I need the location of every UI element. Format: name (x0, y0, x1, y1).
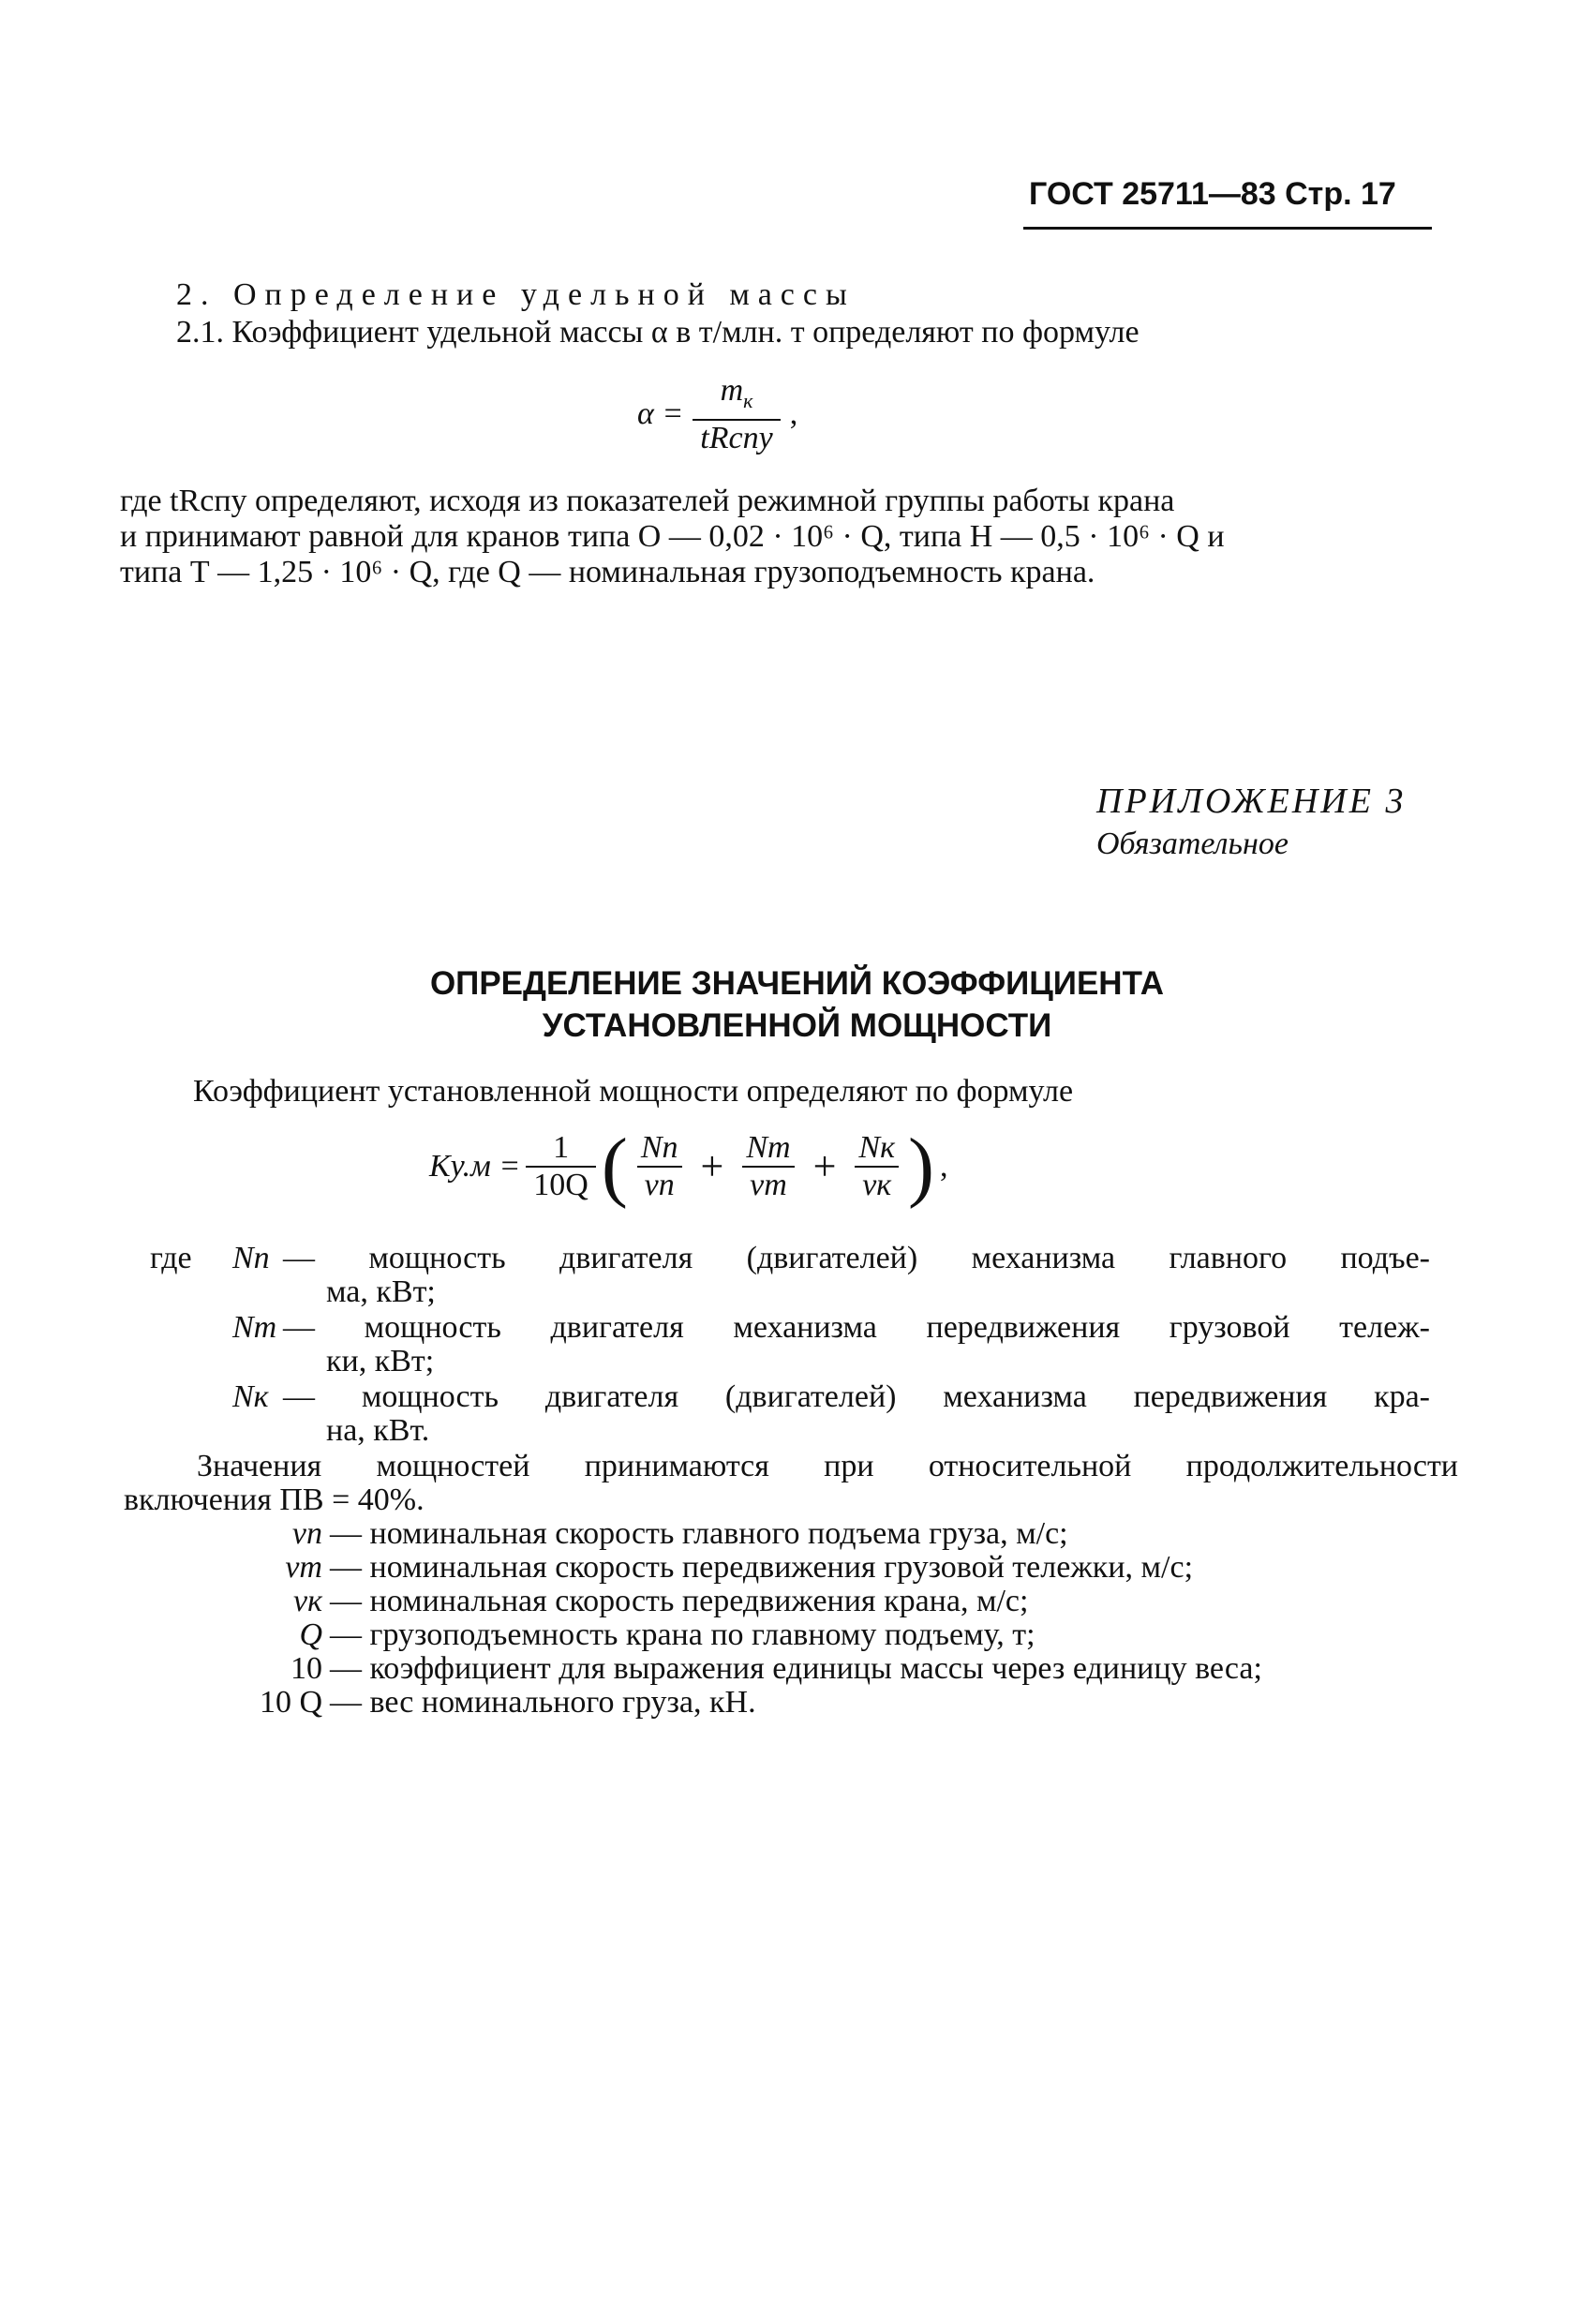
def-text-nt-line1: — мощность двигателя механизма передвижения грузовой тележ- (283, 1310, 1430, 1345)
note-line-1: Значения мощностей принимаются при относительной продолжительности (197, 1449, 1458, 1483)
def-where: где (150, 1241, 192, 1275)
formula-k (429, 1123, 948, 1210)
page-header: ГОСТ 25711—83 Стр. 17 (1029, 176, 1396, 212)
def-text-np-line1: — мощность двигателя (двигателей) механизма главного подъе- (283, 1241, 1430, 1275)
formula-k-fraction-4 (851, 1132, 902, 1201)
formula-alpha-trail: , (789, 396, 798, 432)
def-text-q: — грузоподъемность крана по главному подъему, т; (330, 1617, 1035, 1652)
def-sym-10: 10 (290, 1651, 322, 1686)
def-sym-nk: Nк (232, 1379, 269, 1414)
formula-k-lhs: Kу.м = (429, 1149, 521, 1184)
def-text-nk-line1: — мощность двигателя (двигателей) механизма передвижения кра- (283, 1379, 1430, 1414)
def-sym-10q: 10 Q (259, 1685, 322, 1720)
def-sym-vt: vт (285, 1550, 322, 1585)
formula-k-f1-den: 10Q (526, 1166, 596, 1201)
note-line-2: включения ПВ = 40%. (124, 1482, 425, 1517)
appendix-intro: Коэффициент установленной мощности определяют по формуле (193, 1074, 1074, 1109)
def-text-vk: — номинальная скорость передвижения крана, м/с; (330, 1584, 1029, 1618)
def-text-vp: — номинальная скорость главного подъема груза, м/с; (330, 1516, 1068, 1551)
def-text-np-line2: ма, кВт; (326, 1274, 436, 1309)
def-sym-vk: vк (293, 1584, 322, 1618)
formula-k-f1-num: 1 (553, 1130, 570, 1165)
appendix-status: Обязательное (1096, 827, 1289, 861)
formula-k-f3-num: Nт (746, 1130, 791, 1165)
formula-k-f2-den: vп (637, 1166, 682, 1201)
formula-k-lparen: ( (601, 1123, 628, 1210)
formula-k-fraction-2 (633, 1132, 686, 1201)
def-sym-vp: vп (291, 1516, 322, 1551)
appendix-title-line-1: ОПРЕДЕЛЕНИЕ ЗНАЧЕНИЙ КОЭФФИЦИЕНТА (429, 965, 1165, 1002)
where-line-1: где tRспу определяют, исходя из показателей режимной группы работы крана (120, 484, 1175, 518)
formula-k-plus-1: + (700, 1143, 724, 1189)
where-line-2: и принимают равной для кранов типа О — 0,02 · 10⁶ · Q, типа Н — 0,5 · 10⁶ · Q и (120, 519, 1225, 554)
formula-k-plus-2: + (812, 1143, 837, 1189)
def-text-10q: — вес номинального груза, кН. (330, 1685, 756, 1720)
formula-alpha (637, 375, 797, 454)
formula-k-fraction-3 (738, 1132, 797, 1201)
appendix-label: ПРИЛОЖЕНИЕ 3 (1096, 782, 1407, 821)
formula-k-f4-den: vк (855, 1166, 899, 1201)
header-rule (1023, 227, 1432, 230)
formula-k-f3-den: vт (742, 1166, 795, 1201)
def-sym-np: Nп (232, 1241, 270, 1275)
def-text-vt: — номинальная скорость передвижения грузовой тележки, м/с; (330, 1550, 1194, 1585)
formula-k-f2-num: Nп (640, 1130, 678, 1165)
formula-k-trail: , (939, 1149, 948, 1184)
formula-k-rparen: ) (908, 1123, 934, 1210)
formula-alpha-numerator: $m_к$ (720, 373, 753, 412)
formula-alpha-denominator: tRспу (693, 419, 780, 454)
formula-k-fraction-1 (526, 1132, 596, 1201)
def-sym-q: Q (299, 1617, 322, 1652)
def-text-nt-line2: ки, кВт; (326, 1344, 435, 1378)
paragraph-2-1: 2.1. Коэффициент удельной массы α в т/млн. т определяют по формуле (176, 315, 1140, 350)
formula-k-f4-num: Nк (858, 1130, 895, 1165)
where-line-3: типа Т — 1,25 · 10⁶ · Q, где Q — номинальная грузоподъемность крана. (120, 555, 1095, 589)
formula-alpha-fraction (693, 375, 780, 454)
def-text-10: — коэффициент для выражения единицы массы через единицу веса; (330, 1651, 1262, 1686)
appendix-title-line-2: УСТАНОВЛЕННОЙ МОЩНОСТИ (542, 1007, 1052, 1044)
section-heading: 2. Определение удельной массы (176, 277, 856, 312)
def-sym-nt: Nт (232, 1310, 277, 1345)
def-text-nk-line2: на, кВт. (326, 1413, 430, 1448)
formula-alpha-lhs: α = (637, 396, 684, 432)
